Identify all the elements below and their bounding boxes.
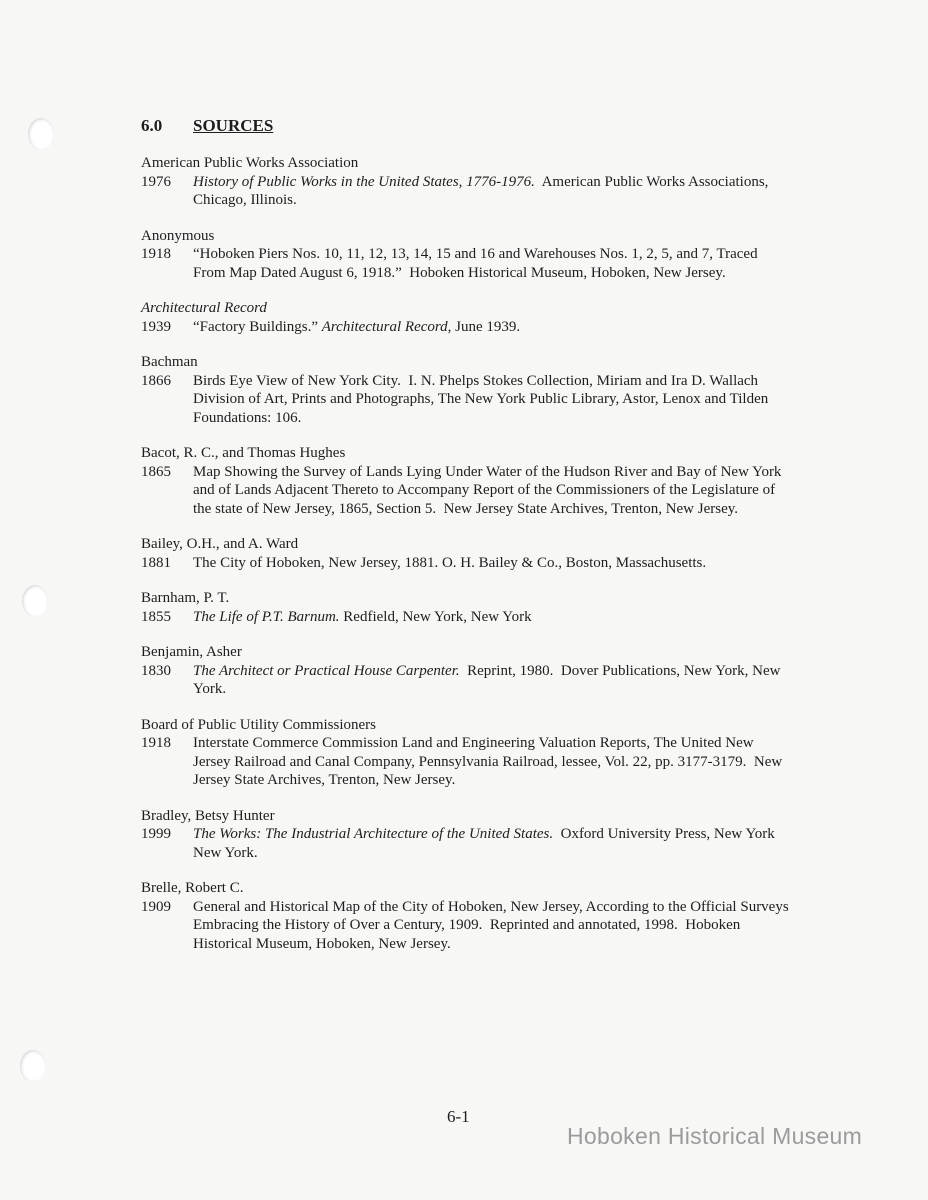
source-citation: [193, 173, 791, 210]
citation-text: Reprint, 1980. Dover Publications, New York, New York.: [193, 662, 784, 697]
citation-text: American Public Works Associations, Chicago, Illinois.: [193, 173, 773, 208]
source-author: Bailey, O.H., and A. Ward: [141, 536, 299, 552]
source-reference: [141, 734, 791, 790]
source-entry: [141, 807, 791, 863]
source-reference: [141, 898, 791, 954]
source-entry: [141, 716, 791, 790]
source-citation: [193, 245, 791, 282]
punch-hole: [20, 1050, 46, 1082]
source-reference: [141, 372, 791, 428]
source-entry: [141, 353, 791, 427]
source-author: Architectural Record: [141, 300, 267, 316]
section-heading: [141, 116, 273, 136]
source-reference: [141, 554, 791, 573]
source-citation: [193, 608, 791, 627]
citation-text: Interstate Commerce Commission Land and Engineering Valuation Reports, The United New Jersey Railroad and Canal Company, Pennsylvania Railroad, lessee, Vol. 22, pp. 3177-3179. New Jersey State Archives, Trenton, New Jersey.: [193, 735, 786, 788]
source-year: 1881: [141, 554, 171, 571]
section-number: 6.0: [141, 116, 163, 135]
punch-hole: [28, 118, 54, 150]
citation-title: The Architect or Practical House Carpenter.: [193, 662, 460, 679]
citation-text: The City of Hoboken, New Jersey, 1881. O. H. Bailey & Co., Boston, Massachusetts.: [193, 554, 707, 571]
source-reference: [141, 662, 791, 699]
source-citation: [193, 372, 791, 428]
citation-text: Oxford University Press, New York New York.: [193, 826, 779, 861]
citation-title: History of Public Works in the United States, 1776-1976.: [193, 173, 535, 190]
source-reference: [141, 608, 791, 627]
source-reference: [141, 318, 791, 337]
citation-title: The Works: The Industrial Architecture of the United States.: [193, 826, 554, 842]
source-entry: [141, 535, 791, 572]
source-citation: [193, 318, 791, 337]
source-entry: [141, 589, 791, 626]
source-entry: [141, 154, 791, 210]
citation-title: The Life of P.T. Barnum.: [193, 608, 340, 625]
section-title: SOURCES: [193, 116, 274, 135]
source-citation: [193, 463, 791, 519]
source-reference: [141, 463, 791, 519]
source-entry: [141, 227, 791, 283]
source-entry: [141, 444, 791, 518]
source-author: American Public Works Association: [141, 155, 359, 171]
citation-text: “Factory Buildings.”: [193, 318, 322, 335]
source-citation: [193, 734, 791, 790]
citation-text: Redfield, New York, New York: [339, 608, 532, 625]
museum-watermark: Hoboken Historical Museum: [567, 1123, 863, 1149]
source-entry: [141, 299, 791, 336]
citation-text: General and Historical Map of the City of Hoboken, New Jersey, According to the Official Surveys Embracing the History of Over a Century, 1909. Reprinted and annotated, 1998. Hoboken Historical Museum, Hoboken, New Jersey.: [193, 898, 793, 952]
source-year: 1855: [141, 608, 171, 625]
source-author: Bacot, R. C., and Thomas Hughes: [141, 445, 346, 461]
source-year: 1999: [141, 826, 171, 842]
source-author: Anonymous: [141, 227, 215, 244]
sources-list: [141, 154, 791, 970]
source-year: 1909: [141, 898, 171, 915]
citation-text: “Hoboken Piers Nos. 10, 11, 12, 13, 14, 15 and 16 and Warehouses Nos. 1, 2, 5, and 7, Traced From Map Dated August 6, 1918.” Hoboken Historical Museum, Hoboken, New Jersey.: [193, 246, 762, 281]
source-reference: [141, 245, 791, 282]
source-author: Brelle, Robert C.: [141, 880, 244, 896]
source-citation: [193, 554, 791, 573]
source-citation: [193, 662, 791, 699]
citation-title: Architectural Record,: [321, 318, 452, 335]
source-entry: [141, 643, 791, 699]
source-year: 1918: [141, 246, 171, 262]
source-entry: [141, 879, 791, 953]
source-author: Barnham, P. T.: [141, 590, 230, 606]
source-citation: [193, 825, 791, 862]
source-reference: [141, 825, 791, 862]
punch-hole: [22, 585, 48, 617]
source-year: 1866: [141, 372, 171, 389]
source-author: Bradley, Betsy Hunter: [141, 807, 275, 824]
source-year: 1830: [141, 662, 171, 679]
source-year: 1939: [141, 318, 171, 335]
source-year: 1976: [141, 173, 171, 190]
citation-text: Map Showing the Survey of Lands Lying Under Water of the Hudson River and Bay of New York and of Lands Adjacent Thereto to Accompany Report of the Commissioners of the Legislature of the state of New Jersey, 1865, Section 5. New Jersey State Archives, Trenton, New Jersey.: [193, 463, 786, 517]
citation-text: Birds Eye View of New York City. I. N. Phelps Stokes Collection, Miriam and Ira D. Wallach Division of Art, Prints and Photographs, The New York Public Library, Astor, Lenox and Tilden Foundations: 106.: [193, 372, 772, 426]
source-reference: [141, 173, 791, 210]
citation-text: June 1939.: [451, 318, 521, 335]
page-number: 6-1: [447, 1107, 470, 1126]
source-author: Bachman: [141, 354, 198, 370]
source-citation: [193, 898, 791, 954]
source-author: Board of Public Utility Commissioners: [141, 716, 376, 733]
source-year: 1865: [141, 463, 171, 480]
source-author: Benjamin, Asher: [141, 644, 242, 660]
source-year: 1918: [141, 735, 171, 751]
